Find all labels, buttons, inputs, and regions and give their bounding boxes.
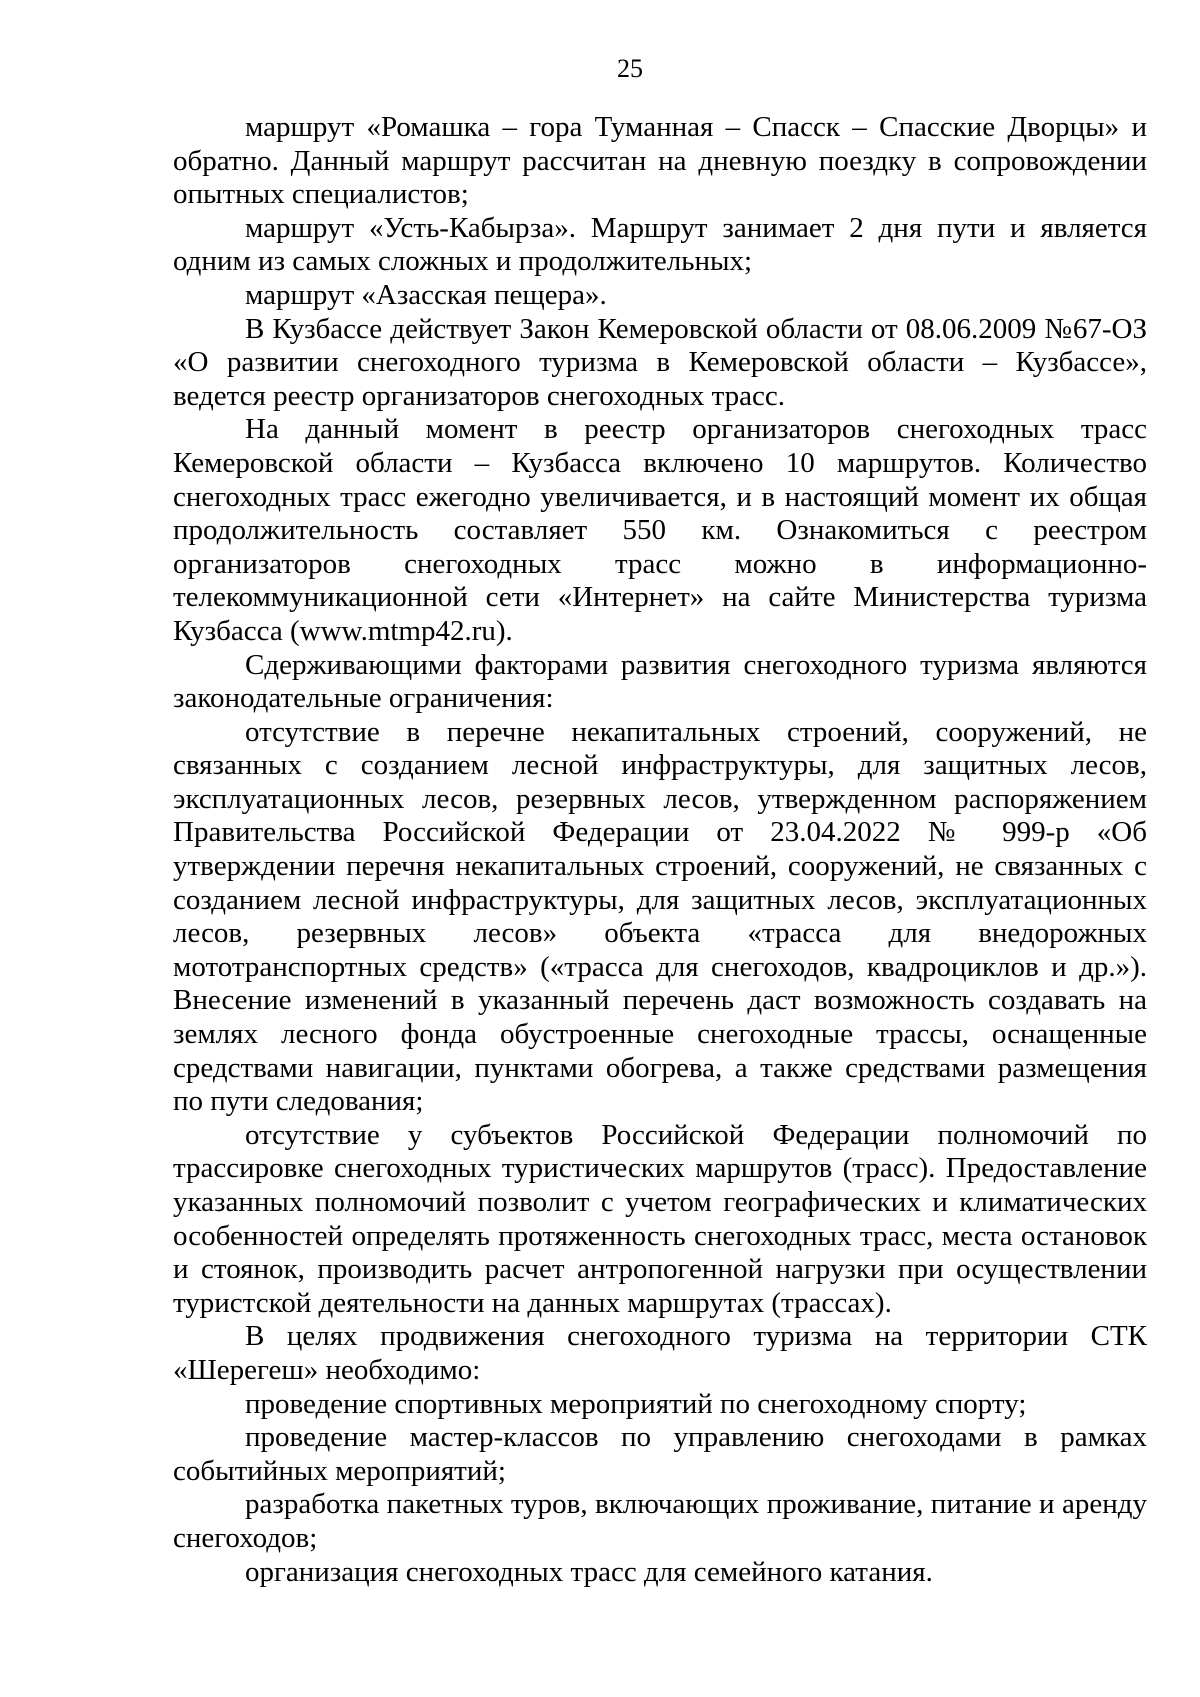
paragraph-route-ust-kabyrza: маршрут «Усть-Кабырза». Маршрут занимает 2 дня пути и является одним из самых сложных и продолжительных; [173, 211, 1147, 278]
paragraph-forest-infrastructure: отсутствие в перечне некапитальных строений, сооружений, не связанных с созданием лесной инфраструктуры, для защитных лесов, эксплуатационных лесов, резервных лесов, утвержденном распоряжением Правительства Российской Федерации от 23.04.2022 № 999-р «Об утверждении перечня некапитальных строений, сооружений, не связанных с созданием лесной инфраструктуры, для защитных лесов, эксплуатационных лесов, резервных лесов» объекта «трасса для внедорожных мототранспортных средств» («трасса для снегоходов, квадроциклов и др.»). Внесение изменений в указанный перечень даст возможность создавать на землях лесного фонда обустроенные снегоходные трассы, оснащенные средствами навигации, пунктами обогрева, а также средствами размещения по пути следования; [173, 715, 1147, 1118]
paragraph-route-authority: отсутствие у субъектов Российской Федерации полномочий по трассировке снегоходных туристических маршрутов (трасс). Предоставление указанных полномочий позволит с учетом географических и климатических особенностей определять протяженность снегоходных трасс, места остановок и стоянок, производить расчет антропогенной нагрузки при осуществлении туристской деятельности на данных маршрутах (трассах). [173, 1118, 1147, 1319]
paragraph-route-azas-cave: маршрут «Азасская пещера». [245, 278, 607, 311]
paragraph-route-romashka: маршрут «Ромашка – гора Туманная – Спасск – Спасские Дворцы» и обратно. Данный маршрут рассчитан на дневную поездку в сопровождении опытных специалистов; [173, 111, 1147, 211]
paragraph-master-classes: проведение мастер-классов по управлению снегоходами в рамках событийных мероприятий; [173, 1421, 1147, 1487]
paragraph-package-tours: разработка пакетных туров, включающих проживание, питание и аренду снегоходов; [173, 1488, 1147, 1554]
paragraph-registry: На данный момент в реестр организаторов снегоходных трасс Кемеровской области – Кузбасса включено 10 маршрутов. Количество снегоходных трасс ежегодно увеличивается, и в настоящий момент их общая продолжительность составляет 550 км. Ознакомиться с реестром организаторов снегоходных трасс можно в информационно-телекоммуникационной сети «Интернет» на сайте Министерства туризма Кузбасса (www.mtmp42.ru). [173, 413, 1147, 647]
paragraph-sheregesh-promotion: В целях продвижения снегоходного туризма на территории СТК «Шерегеш» необходимо: [173, 1320, 1147, 1386]
document-body [173, 111, 1147, 1589]
paragraph-kuzbass-law: В Кузбассе действует Закон Кемеровской области от 08.06.2009 №67-ОЗ «О развитии снегоходного туризма в Кемеровской области – Кузбассе», ведется реестр организаторов снегоходных трасс. [173, 312, 1147, 412]
paragraph-sport-events: проведение спортивных мероприятий по снегоходному спорту; [245, 1387, 1027, 1420]
paragraph-family-trails: организация снегоходных трасс для семейного катания. [245, 1555, 933, 1588]
page-number: 25 [617, 54, 643, 83]
paragraph-restraining-factors: Сдерживающими факторами развития снегоходного туризма являются законодательные ограничения: [173, 648, 1147, 715]
